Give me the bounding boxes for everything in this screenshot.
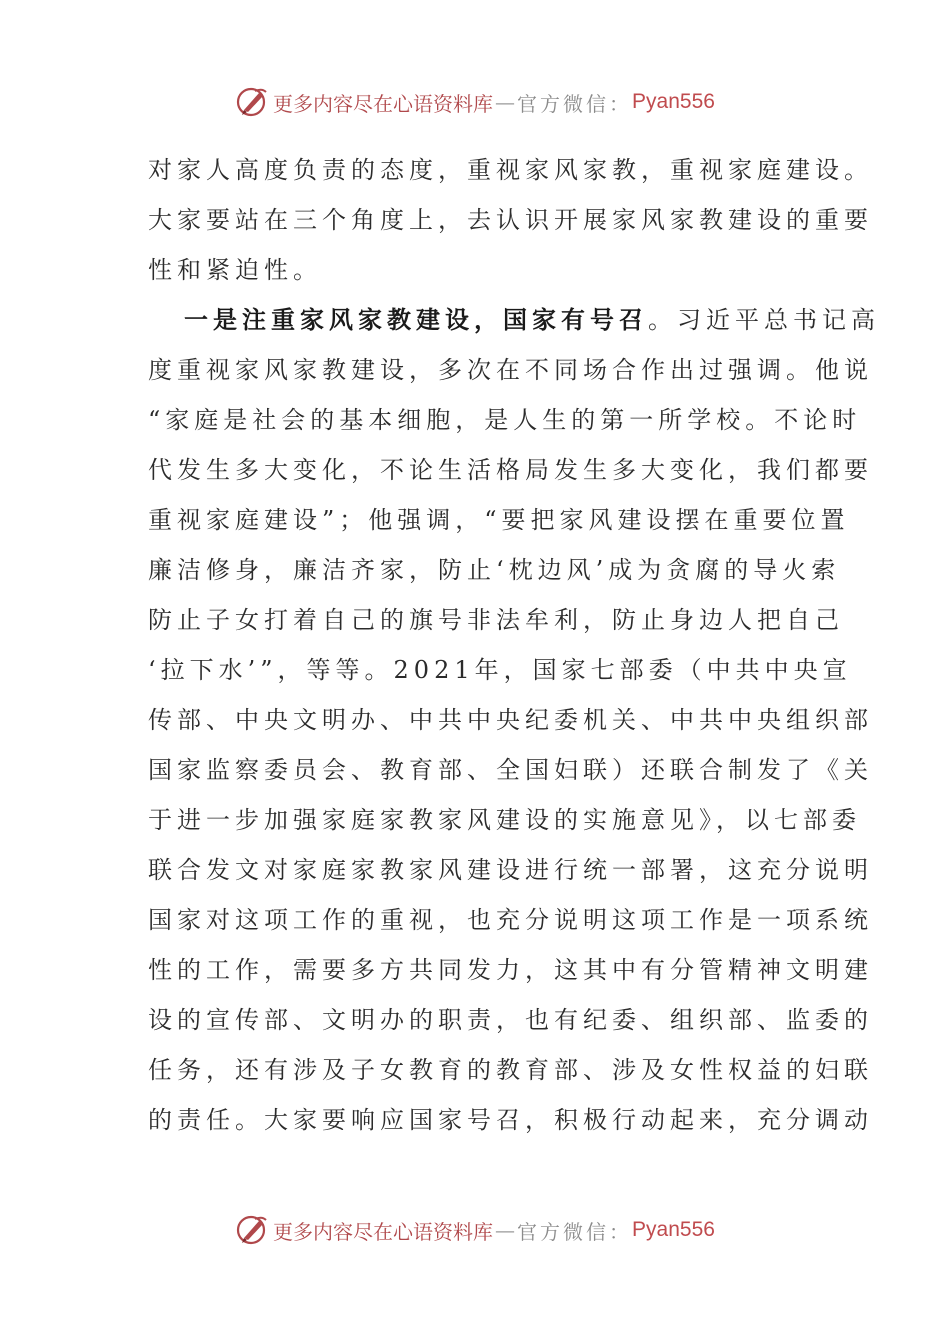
footer-banner xyxy=(0,1208,950,1252)
text-line: 代发生多大变化，不论生活格局发生多大变化，我们都要 xyxy=(148,456,873,484)
banner-slogan: 更多内容尽在心语资料库 xyxy=(273,1219,494,1244)
text-line: 设的宣传部、文明办的职责，也有纪委、组织部、监委的 xyxy=(148,1006,873,1034)
text-line: 的责任。大家要响应国家号召，积极行动起来，充分调动 xyxy=(148,1106,873,1134)
banner-wechat-label: 官方微信： xyxy=(517,91,633,116)
banner-separator: — xyxy=(495,90,516,114)
paragraph-2 xyxy=(148,295,880,1145)
pen-logo-icon xyxy=(235,1213,269,1247)
text-line: “家庭是社会的基本细胞，是人生的第一所学校。不论时 xyxy=(148,406,862,434)
text-line: 防止子女打着自己的旗号非法牟利，防止身边人把自己 xyxy=(148,606,844,634)
text-line: 廉洁修身，廉洁齐家，防止‘枕边风’成为贪腐的导火索 xyxy=(148,556,841,584)
document-body xyxy=(148,145,880,1145)
banner-wechat-label: 官方微信： xyxy=(517,1219,633,1244)
banner-wechat-id: Pyan556 xyxy=(632,1218,715,1241)
text-line: 性的工作，需要多方共同发力，这其中有分管精神文明建 xyxy=(148,956,873,984)
banner-slogan: 更多内容尽在心语资料库 xyxy=(273,91,494,116)
text-line: 度重视家风家教建设，多次在不同场合作出过强调。他说 xyxy=(148,356,873,384)
text-line: 大家要站在三个角度上，去认识开展家风家教建设的重要 xyxy=(148,206,873,234)
text-line xyxy=(148,295,880,345)
text-line: 对家人高度负责的态度，重视家风家教，重视家庭建设。 xyxy=(148,156,873,184)
text-line: 性和紧迫性。 xyxy=(148,256,322,284)
text-line: ‘拉下水’”，等等。2021年，国家七部委（中共中央宣 xyxy=(148,656,852,684)
text-run: 。习近平总书记高 xyxy=(648,306,880,334)
banner-wechat-id: Pyan556 xyxy=(632,90,715,113)
header-banner xyxy=(0,80,950,124)
pen-logo-icon xyxy=(235,85,269,119)
text-line: 重视家庭建设”；他强调，“要把家风建设摆在重要位置 xyxy=(148,506,850,534)
paragraph-1 xyxy=(148,145,873,295)
text-line: 国家监察委员会、教育部、全国妇联）还联合制发了《关 xyxy=(148,756,873,784)
banner-separator: — xyxy=(495,1218,516,1242)
paragraph-heading: 一是注重家风家教建设，国家有号召 xyxy=(184,305,648,334)
text-line: 任务，还有涉及子女教育的教育部、涉及女性权益的妇联 xyxy=(148,1056,873,1084)
text-line: 传部、中央文明办、中共中央纪委机关、中共中央组织部 xyxy=(148,706,873,734)
text-line: 国家对这项工作的重视，也充分说明这项工作是一项系统 xyxy=(148,906,873,934)
text-line: 联合发文对家庭家教家风建设进行统一部署，这充分说明 xyxy=(148,856,873,884)
text-line: 于进一步加强家庭家教家风建设的实施意见》，以七部委 xyxy=(148,806,861,834)
